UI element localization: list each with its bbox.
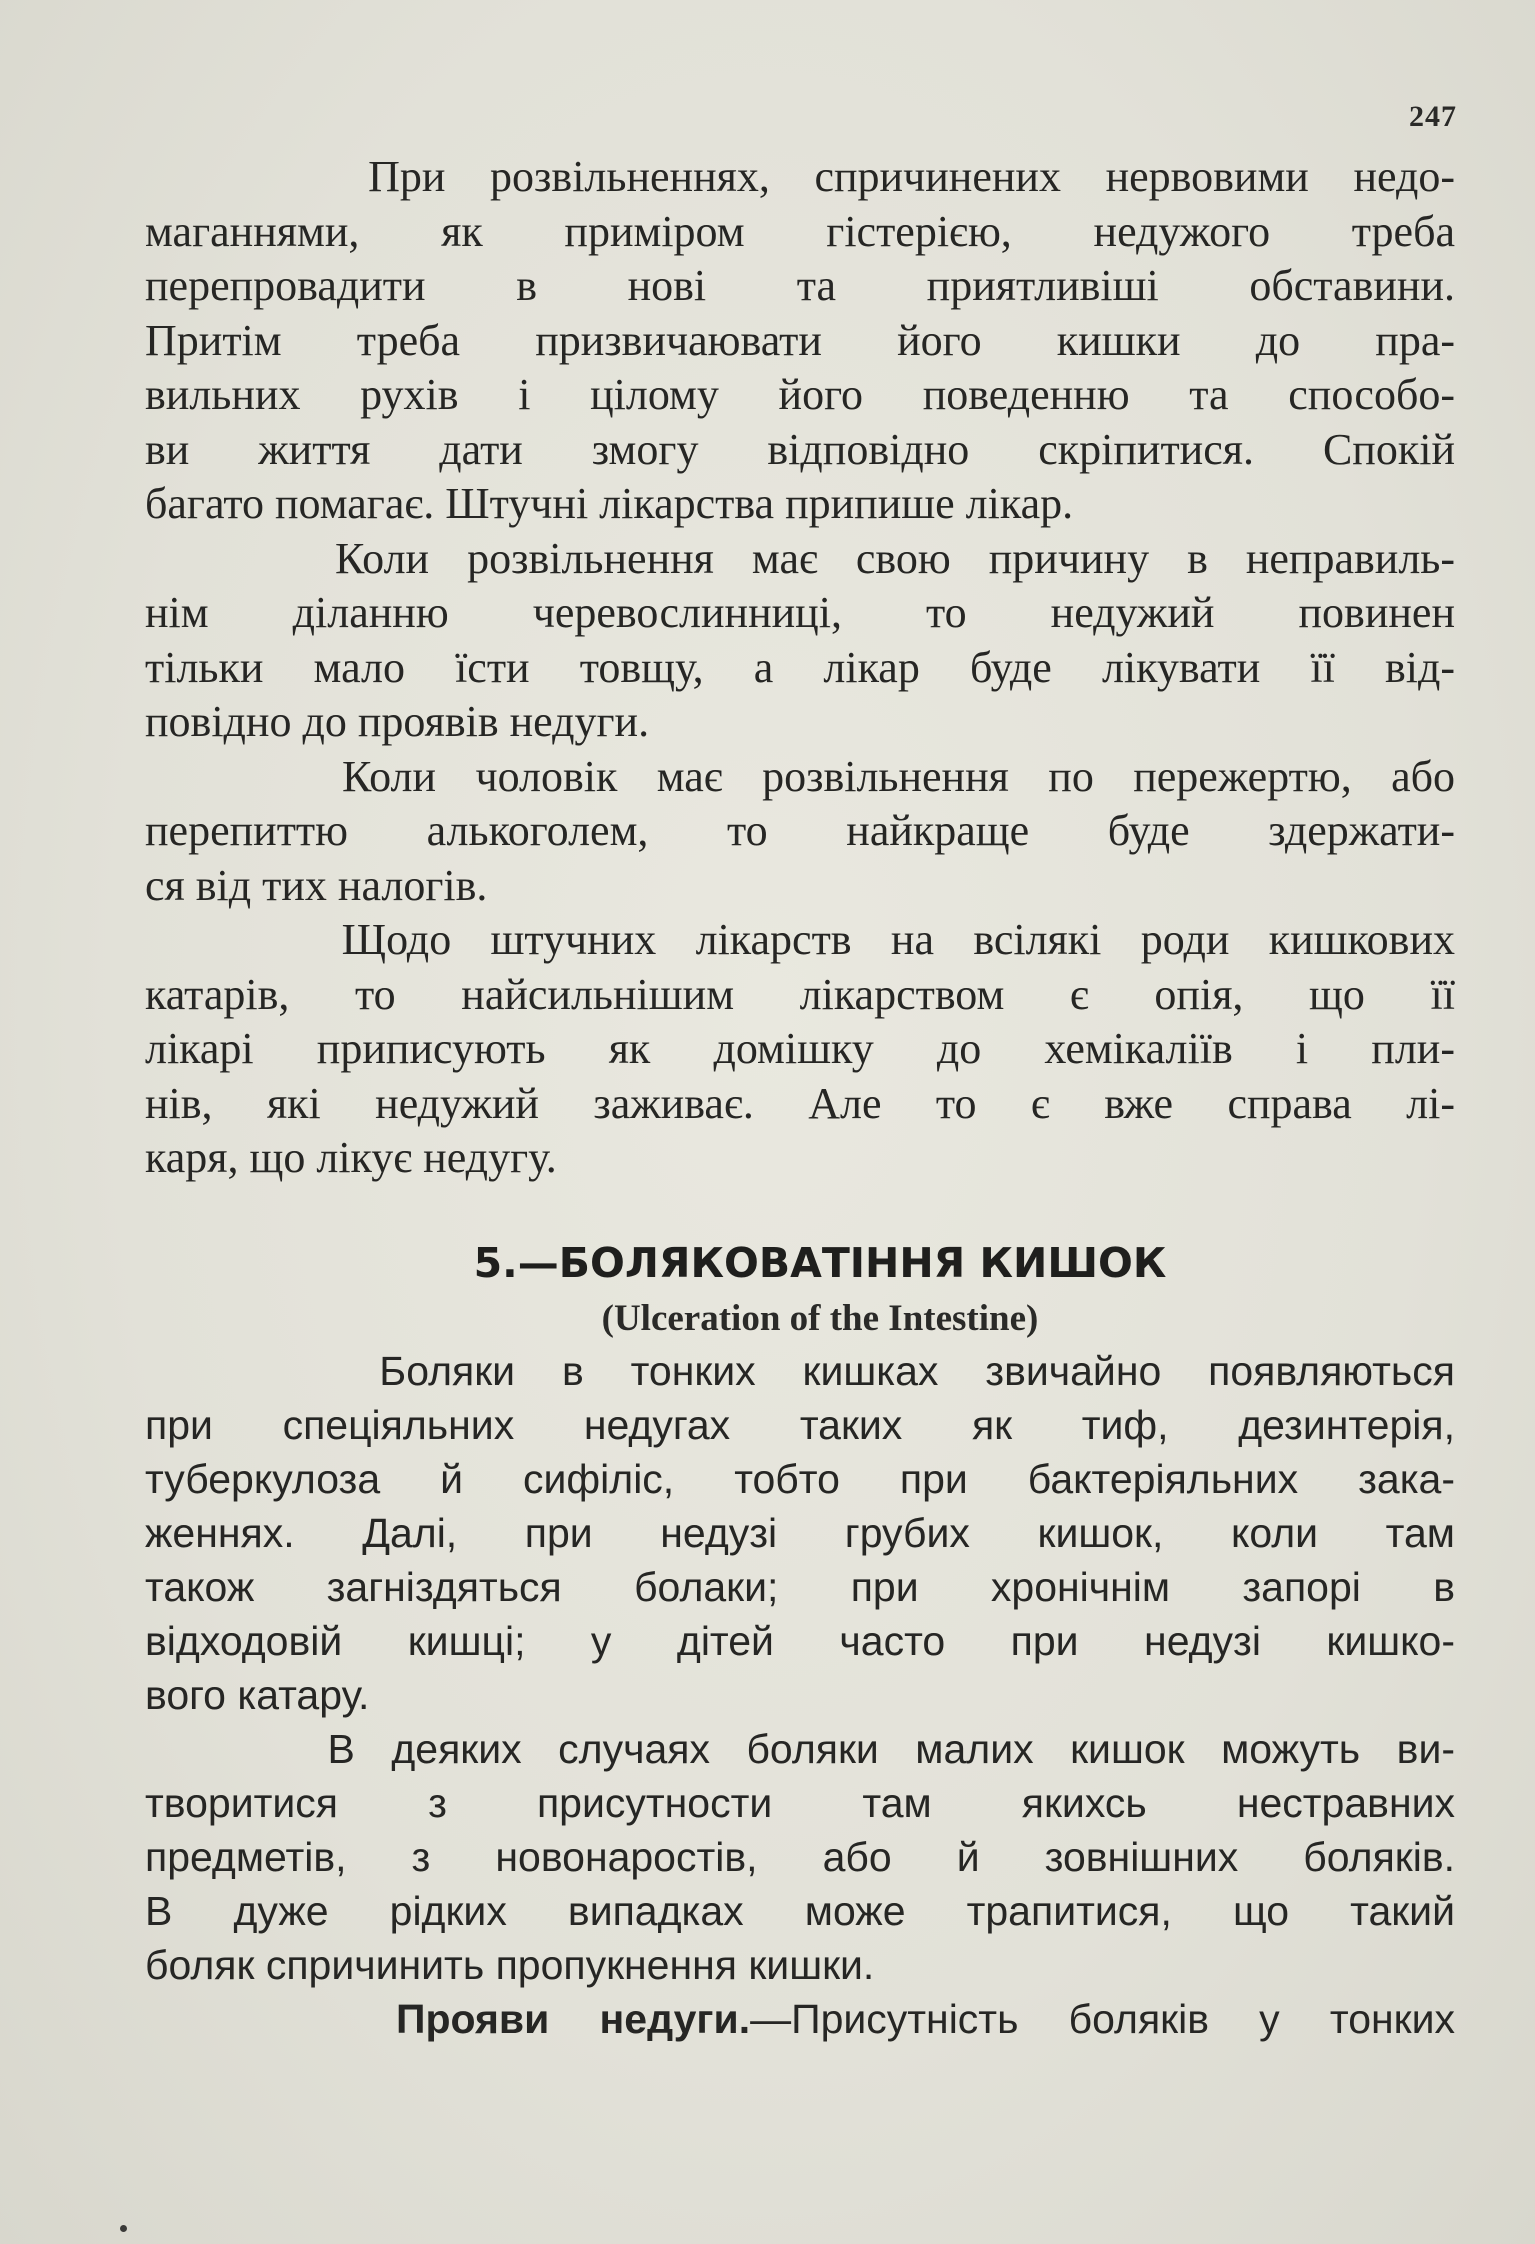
text-line: багато помагає. Штучні лікарства припише лікар. [145, 479, 1074, 528]
text-line: предметів, з новонаростів, або й зовнішних боляків. [145, 1833, 1455, 1880]
text-line: Притім треба призвичаювати його кишки до пра- [145, 315, 1455, 365]
text-line: ви життя дати змогу відповідно скріпитися. Спокій [145, 424, 1455, 474]
text-line: лікарі приписують як домішку до хемікаліїв і пли- [145, 1024, 1455, 1073]
text-line: при спеціяльних недугах таких як тиф, дезинтерія, [145, 1401, 1455, 1448]
section-title: 5.—БОЛЯКОВАТІННЯ КИШОК [473, 1238, 1167, 1287]
paragraph [145, 1344, 1455, 1722]
text-line: нім діланню черевослинниці, то недужий повинен [145, 588, 1455, 637]
text-line: Щодо штучних лікарств на всілякі роди кишкових [145, 915, 1455, 964]
text-line: туберкулоза й сифіліс, тобто при бактеріяльних зака- [145, 1455, 1455, 1502]
text-line: маганнями, як приміром гістерією, недужого треба [145, 206, 1455, 256]
page-number: 247 [1409, 100, 1457, 133]
paragraph [145, 913, 1455, 1186]
text-line: відходовій кишці; у дітей часто при недузі кишко- [145, 1617, 1455, 1664]
text-line: женнях. Далі, при недузі грубих кишок, коли там [145, 1509, 1455, 1556]
text-line: вого катару. [145, 1671, 370, 1718]
text-line: нів, які недужий заживає. Але то є вже справа лі- [145, 1078, 1455, 1128]
page-body [145, 150, 1455, 2046]
paragraph [145, 532, 1455, 750]
text-line: перепровадити в нові та приятливіші обставини. [145, 261, 1455, 310]
text-line: вильних рухів і цілому його поведенню та способо- [145, 370, 1455, 419]
text-line: катарів, то найсильнішим лікарством є опія, що її [145, 969, 1455, 1019]
text-line: також загніздяться болаки; при хронічнім запорі в [145, 1563, 1455, 1610]
text-line: каря, що лікує недугу. [145, 1133, 557, 1182]
paragraph [145, 1722, 1455, 1992]
run-in-heading: Прояви недуги. [395, 1995, 751, 2042]
text-line: Коли чоловік має розвільнення по пережертю, або [145, 751, 1455, 801]
run-in-text: —Присутність боляків у тонких [750, 1995, 1455, 2042]
text-line: Коли розвільнення має свою причину в неправиль- [145, 533, 1455, 583]
text-line: ся від тих налогів. [145, 860, 488, 910]
text-line: творитися з присутности там якихсь нестравних [145, 1779, 1455, 1826]
text-line: В дуже рідких випадках може трапитися, що такий [145, 1887, 1455, 1934]
text-line: боляк спричинить пропукнення кишки. [145, 1941, 875, 1988]
paragraph [145, 750, 1455, 914]
text-line: Боляки в тонких кишках звичайно появляються [145, 1347, 1455, 1394]
section-subtitle: (Ulceration of the Intestine) [601, 1297, 1039, 1339]
paragraph [145, 150, 1455, 532]
section-body [145, 1344, 1455, 2046]
print-speck [120, 2225, 127, 2232]
text-line: При розвільненнях, спричинених нервовими недо- [145, 152, 1455, 201]
text-line: тільки мало їсти товщу, а лікар буде лікувати її від- [145, 642, 1455, 692]
text-line: перепиттю алькоголем, то найкраще буде здержати- [145, 806, 1455, 855]
text-line: В деяких случаях боляки малих кишок можуть ви- [145, 1725, 1455, 1772]
text-line: повідно до проявів недуги. [145, 697, 650, 746]
run-in-heading-line [145, 1992, 1455, 2046]
